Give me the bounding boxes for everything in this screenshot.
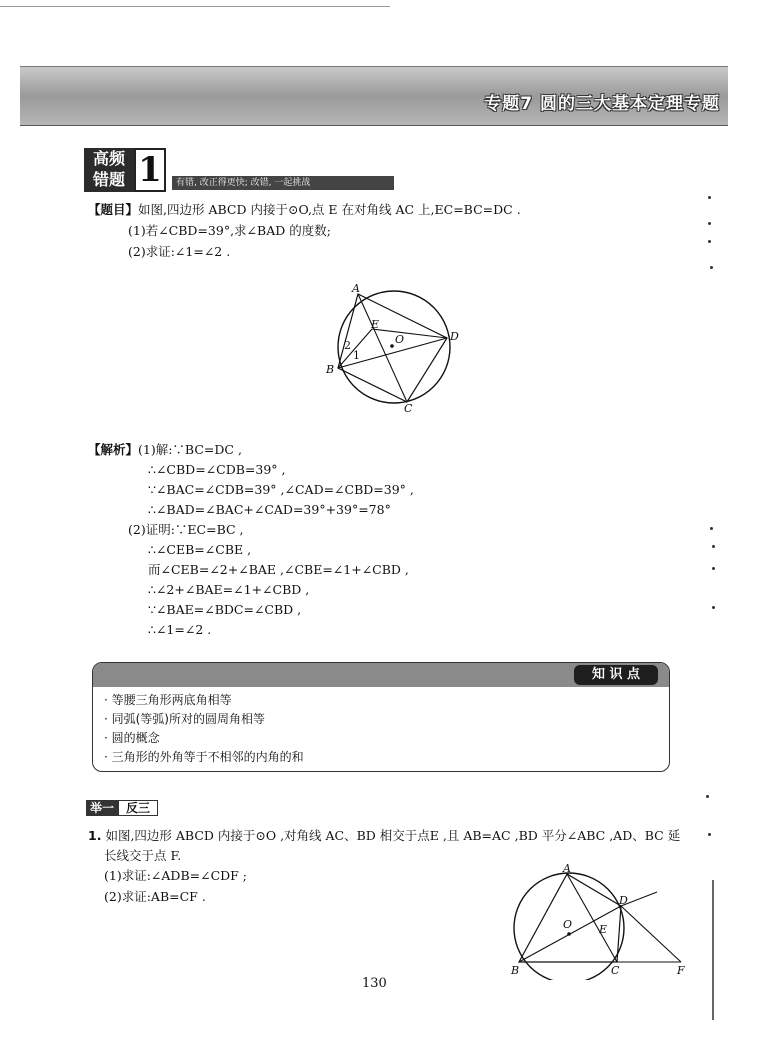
label-a: A: [352, 282, 360, 295]
center-o-point: [390, 344, 394, 348]
solution-row-1: [88, 440, 242, 460]
label-b: B: [326, 363, 335, 376]
solution-line-3: ∵∠BAC=∠CDB=39° ,∠CAD=∠CBD=39° ,: [148, 482, 414, 497]
high-frequency-badge: [84, 148, 134, 192]
section-label-b: 反三: [118, 800, 158, 816]
badge-number: 1: [134, 148, 166, 192]
exercise-q2: (2)求证:AB=CF .: [104, 889, 206, 904]
scan-dot: [708, 833, 711, 836]
solution-line-1: (1)解:∵BC=DC ,: [138, 442, 242, 457]
label-e: E: [371, 318, 380, 331]
knowledge-item-1: · 等腰三角形两底角相等: [104, 693, 232, 707]
exercise-line-1: 如图,四边形 ABCD 内接于⊙O ,对角线 AC、BD 相交于点E ,且 AB=AC ,BD 平分∠ABC ,AD、BC 延: [105, 828, 681, 843]
knowledge-item-2: · 同弧(等弧)所对的圆周角相等: [104, 712, 265, 726]
label-a-2: A: [563, 862, 571, 875]
solution-line-10: ∴∠1=∠2 .: [148, 622, 212, 637]
scan-edge-line: [712, 880, 714, 1020]
solution-line-8: ∴∠2+∠BAE=∠1+∠CBD ,: [148, 582, 310, 597]
solution-line-6: ∴∠CEB=∠CBE ,: [148, 542, 252, 557]
scan-dot: [708, 196, 711, 199]
diagonal-ac-2: [567, 874, 617, 962]
scan-dot: [712, 567, 715, 570]
problem-label: 【题目】: [88, 202, 139, 217]
label-d-2: D: [619, 894, 628, 907]
problem-statement-row: [88, 200, 521, 220]
segment-ed: [372, 329, 447, 338]
problem-q1: (1)若∠CBD=39°,求∠BAD 的度数;: [128, 223, 331, 238]
label-b-2: B: [511, 964, 520, 977]
label-angle-2: 2: [344, 339, 351, 352]
exercise-line-2: 长线交于点 F.: [104, 848, 182, 863]
badge-line1: 高频: [92, 149, 125, 168]
center-o-point-2: [567, 932, 571, 936]
badge-line2: 错题: [92, 170, 125, 189]
scan-dot: [708, 222, 711, 225]
solution-line-7: 而∠CEB=∠2+∠BAE ,∠CBE=∠1+∠CBD ,: [148, 562, 409, 577]
solution-line-5: (2)证明:∵EC=BC ,: [128, 522, 244, 537]
diagonal-ac: [358, 294, 407, 402]
solution-label: 【解析】: [88, 442, 139, 457]
label-angle-1: 1: [353, 349, 360, 362]
problem-q2: (2)求证:∠1=∠2 .: [128, 244, 231, 259]
scan-dot: [710, 266, 713, 269]
figure-1-diagram: [320, 280, 470, 414]
label-o: O: [395, 333, 405, 346]
exercise-number: 1.: [88, 828, 102, 843]
section-label-a: 举一: [86, 800, 118, 816]
header-title: 专题7 圆的三大基本定理专题: [484, 94, 720, 114]
knowledge-item-3: · 圆的概念: [104, 731, 160, 745]
solution-line-2: ∴∠CBD=∠CDB=39° ,: [148, 462, 286, 477]
scan-dot: [712, 545, 715, 548]
scan-dot: [712, 606, 715, 609]
label-c-2: C: [611, 964, 620, 977]
page-number: 130: [362, 976, 387, 991]
label-o-2: O: [563, 918, 573, 931]
label-f-2: F: [677, 964, 685, 977]
scan-dot: [710, 527, 713, 530]
label-c: C: [404, 402, 413, 414]
exercise-row-1: [88, 826, 680, 846]
scan-dot: [708, 240, 711, 243]
solution-line-4: ∴∠BAD=∠BAC+∠CAD=39°+39°=78°: [148, 502, 391, 517]
extension-ad: [621, 906, 681, 962]
scan-dot: [706, 795, 709, 798]
figure-2-diagram: [505, 862, 695, 980]
badge-tagline: 有错, 改正得更快; 改错, 一起挑战: [172, 176, 394, 190]
top-scan-edge: [0, 6, 390, 7]
knowledge-title: 知 识 点: [574, 665, 658, 685]
label-d: D: [450, 330, 459, 343]
label-e-2: E: [599, 923, 608, 936]
solution-line-9: ∵∠BAE=∠BDC=∠CBD ,: [148, 602, 302, 617]
problem-statement: 如图,四边形 ABCD 内接于⊙O,点 E 在对角线 AC 上,EC=BC=DC .: [138, 202, 521, 217]
knowledge-item-4: · 三角形的外角等于不相邻的内角的和: [104, 750, 304, 764]
exercise-q1: (1)求证:∠ADB=∠CDF ;: [104, 868, 248, 883]
